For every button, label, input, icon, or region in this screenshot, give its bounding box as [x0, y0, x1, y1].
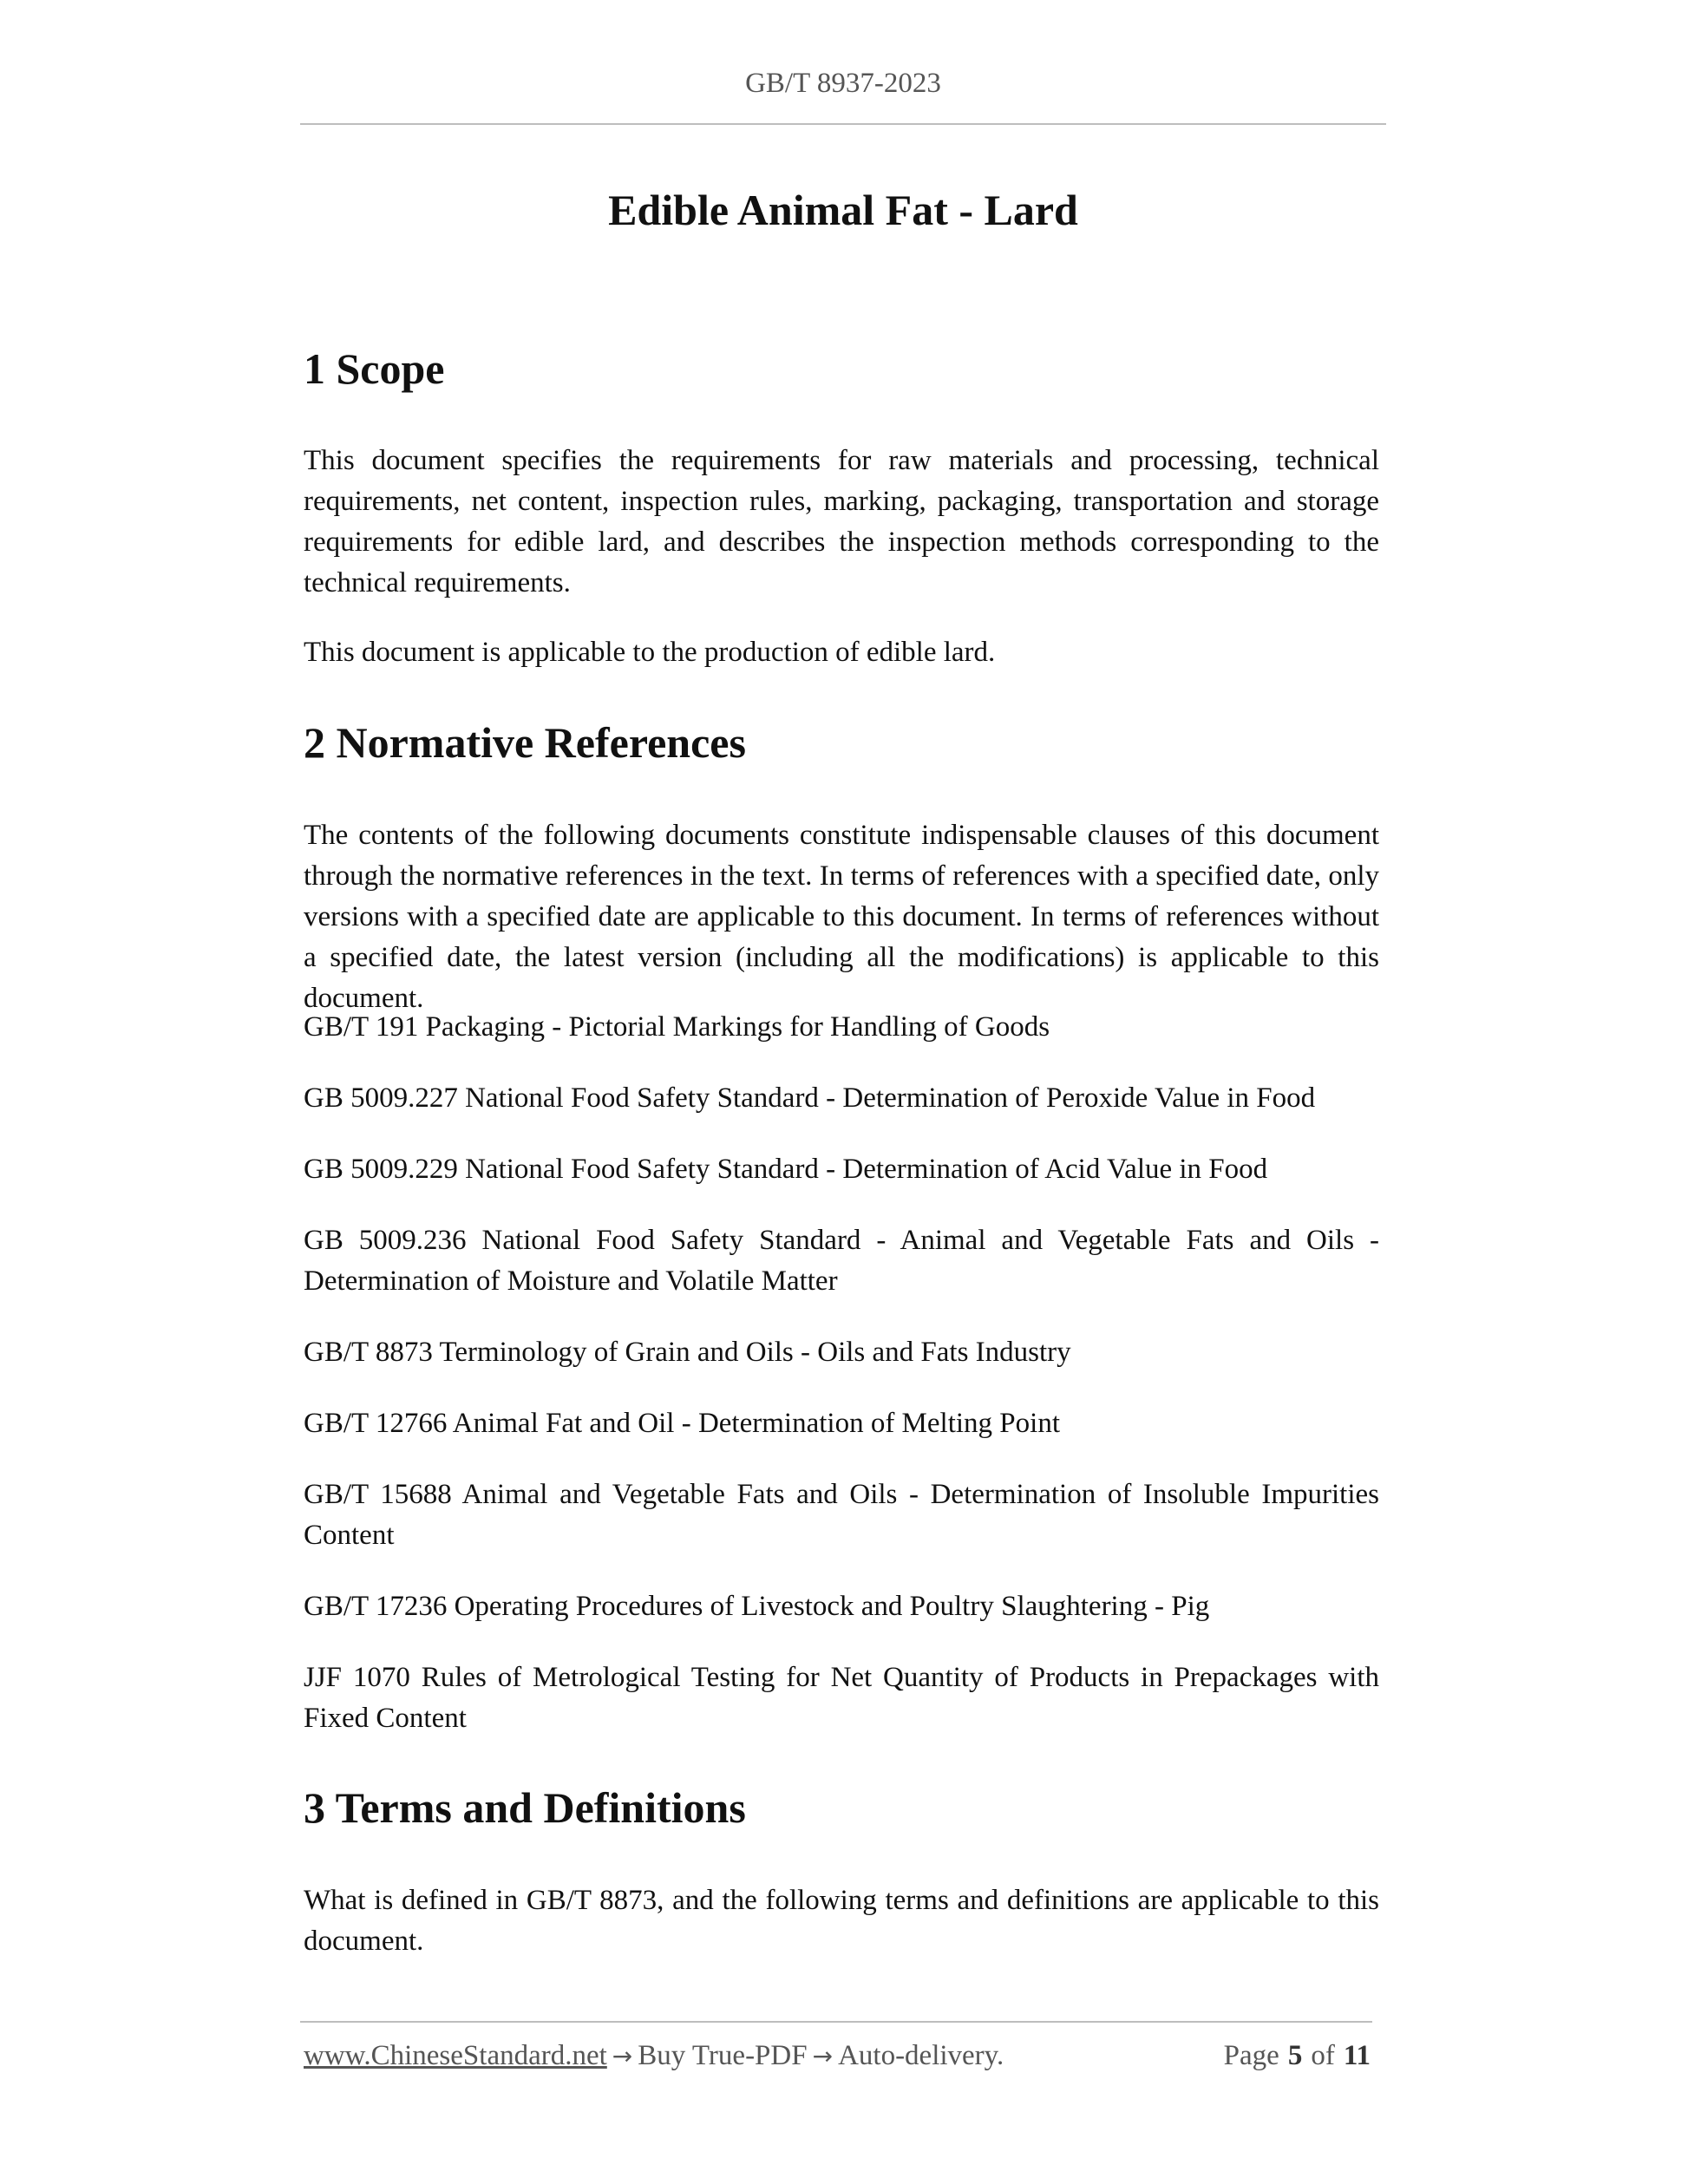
reference-item: GB/T 8873 Terminology of Grain and Oils - Oils and Fats Industry: [304, 1337, 1071, 1368]
reference-item: GB 5009.236 National Food Safety Standard - Animal and Vegetable Fats and Oils - Determination of Moisture and Volatile Matter: [304, 1225, 1379, 1297]
reference-item: GB 5009.227 National Food Safety Standard - Determination of Peroxide Value in Food: [304, 1082, 1316, 1114]
reference-item: GB/T 191 Packaging - Pictorial Markings for Handling of Goods: [304, 1011, 1050, 1043]
footer-divider: [300, 2021, 1372, 2023]
auto-delivery-text: Auto-delivery.: [838, 2040, 1004, 2071]
page-label: Page: [1223, 2040, 1279, 2071]
page-number-indicator: [1224, 2040, 1371, 2072]
section-heading-terms-and-definitions: 3 Terms and Definitions: [304, 1783, 746, 1832]
section-heading-scope: 1 Scope: [304, 344, 445, 393]
site-link[interactable]: www.ChineseStandard.net: [304, 2040, 607, 2071]
current-page-number: 5: [1287, 2040, 1303, 2071]
reference-item: GB/T 12766 Animal Fat and Oil - Determination of Melting Point: [304, 1408, 1060, 1439]
reference-item: JJF 1070 Rules of Metrological Testing for Net Quantity of Products in Prepackages with Fixed Content: [304, 1662, 1379, 1734]
scope-paragraph: This document specifies the requirements for raw materials and processing, technical requirements, net content, inspection rules, marking, packaging, transportation and storage requirements for edible lard, and describes the inspection methods corresponding to the technical requirements.: [304, 445, 1379, 598]
buy-pdf-text: Buy True-PDF: [638, 2040, 808, 2071]
section-heading-normative-references: 2 Normative References: [304, 718, 746, 767]
arrow-right-icon: →: [812, 2042, 834, 2070]
scope-applicability-paragraph: This document is applicable to the production of edible lard.: [304, 637, 996, 668]
terms-definitions-paragraph: What is defined in GB/T 8873, and the following terms and definitions are applicable to this document.: [304, 1885, 1379, 1957]
reference-item: GB 5009.229 National Food Safety Standard - Determination of Acid Value in Food: [304, 1154, 1268, 1185]
reference-item: GB/T 15688 Animal and Vegetable Fats and Oils - Determination of Insoluble Impurities Content: [304, 1479, 1379, 1551]
normative-references-intro: The contents of the following documents constitute indispensable clauses of this document through the normative references in the text. In terms of references with a specified date, only versions with a specified date are applicable to this document. In terms of references without a specified date, the latest version (including all the modifications) is applicable to this document.: [304, 820, 1379, 1014]
document-title: Edible Animal Fat - Lard: [608, 186, 1078, 234]
total-pages-number: 11: [1343, 2040, 1371, 2071]
page-header-standard-code: GB/T 8937-2023: [745, 68, 941, 99]
page-of-label: of: [1311, 2040, 1335, 2071]
header-divider: [300, 123, 1386, 125]
reference-item: GB/T 17236 Operating Procedures of Livestock and Poultry Slaughtering - Pig: [304, 1591, 1210, 1622]
footer-promo: [304, 2040, 1004, 2072]
arrow-right-icon: →: [612, 2042, 633, 2070]
